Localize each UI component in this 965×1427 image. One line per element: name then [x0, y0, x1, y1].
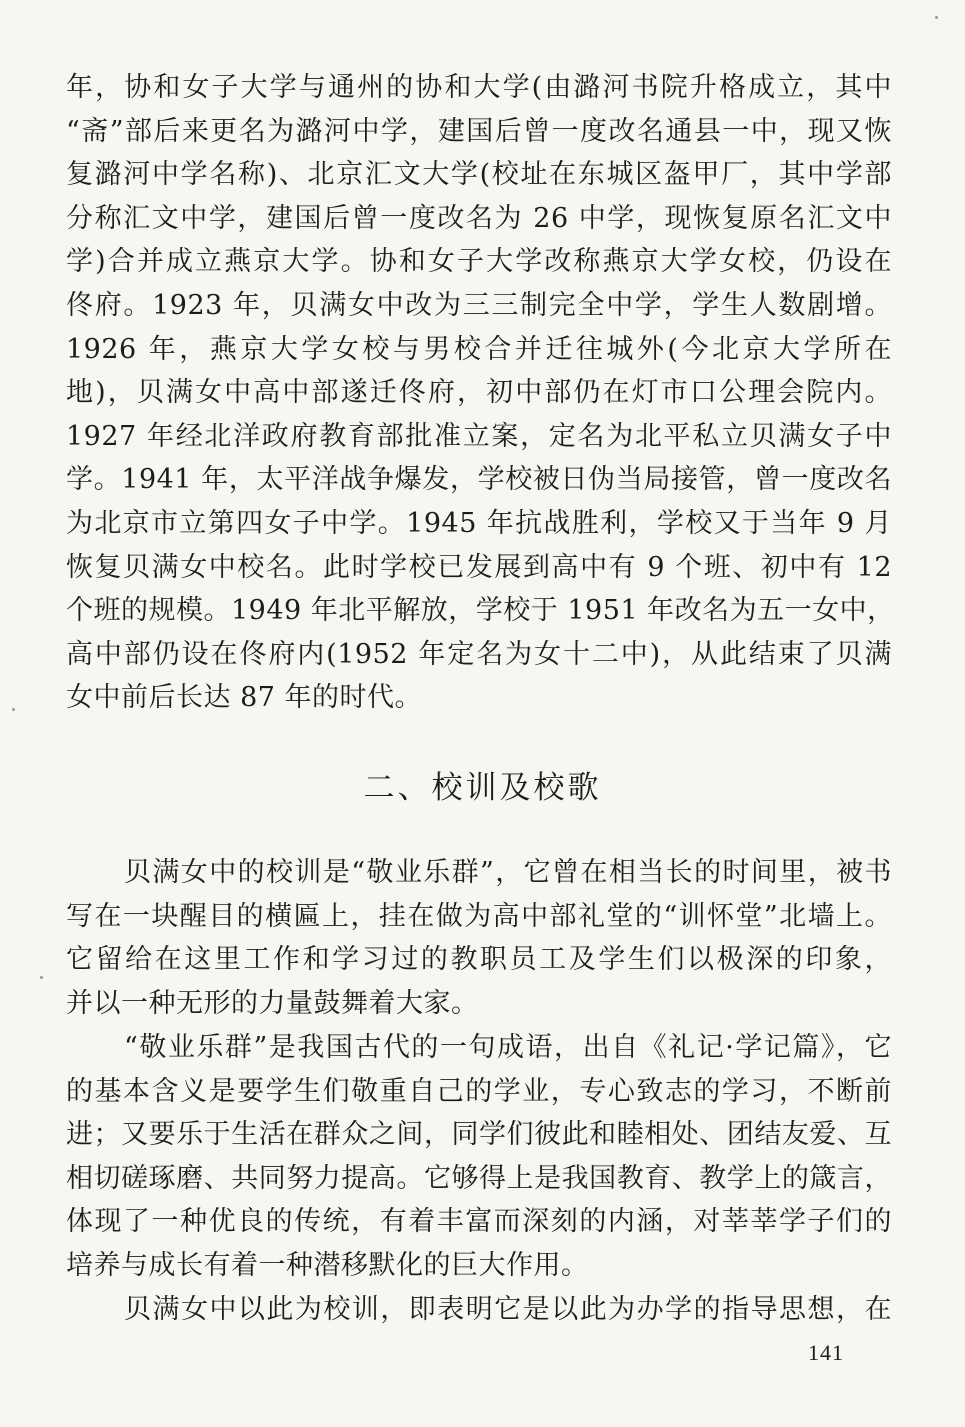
text-line: 个班的规模。1949 年北平解放，学校于 1951 年改名为五一女中， — [66, 595, 895, 627]
paragraph-guiding — [66, 1288, 892, 1332]
text-line: 佟府。1923 年，贝满女中改为三三制完全中学，学生人数剧增。 — [66, 289, 892, 321]
text-line: 写在一块醒目的横匾上，挂在做为高中部礼堂的“训怀堂”北墙上。 — [66, 900, 892, 932]
text-line: 它留给在这里工作和学习过的教职员工及学生们以极深的印象， — [66, 944, 892, 976]
text-line: 进；又要乐于生活在群众之间，同学们彼此和睦相处、团结友爱、互 — [66, 1119, 892, 1151]
paragraph-motto — [66, 851, 892, 1025]
scan-speck — [935, 16, 938, 19]
text-line: 学。1941 年，太平洋战争爆发，学校被日伪当局接管，曾一度改名 — [66, 464, 892, 496]
page-number: 141 — [808, 1340, 844, 1365]
text-line: 相切磋琢磨、共同努力提高。它够得上是我国教育、教学上的箴言， — [66, 1162, 892, 1194]
paragraph-top — [66, 66, 895, 720]
text-line: 培养与成长有着一种潜移默化的巨大作用。 — [66, 1249, 589, 1281]
text-line: 1926 年，燕京大学女校与男校合并迁往城外(今北京大学所在 — [66, 333, 892, 365]
section-heading: 二、校训及校歌 — [363, 770, 602, 806]
text-line: 贝满女中的校训是“敬业乐群”，它曾在相当长的时间里，被书 — [124, 857, 892, 888]
text-line: 复潞河中学名称)、北京汇文大学(校址在东城区盔甲厂，其中学部 — [66, 159, 892, 191]
text-line: “斋”部后来更名为潞河中学，建国后曾一度改名通县一中，现又恢 — [66, 115, 892, 147]
text-line: 并以一种无形的力量鼓舞着大家。 — [66, 987, 479, 1019]
paragraph-meaning — [66, 1026, 892, 1288]
text-line: 的基本含义是要学生们敬重自己的学业，专心致志的学习，不断前 — [66, 1075, 892, 1107]
text-line: 女中前后长达 87 年的时代。 — [66, 682, 423, 714]
text-line: 高中部仍设在佟府内(1952 年定名为女十二中)，从此结束了贝满 — [66, 638, 892, 670]
text-line: 地)，贝满女中高中部遂迁佟府，初中部仍在灯市口公理会院内。 — [66, 377, 892, 409]
scan-speck — [40, 976, 43, 979]
text-line: 贝满女中以此为校训，即表明它是以此为办学的指导思想，在 — [124, 1294, 892, 1325]
text-line: 体现了一种优良的传统，有着丰富而深刻的内涵，对莘莘学子们的 — [66, 1206, 892, 1238]
text-line: 分称汇文中学，建国后曾一度改名为 26 中学，现恢复原名汇文中 — [66, 202, 892, 234]
text-line: “敬业乐群”是我国古代的一句成语，出自《礼记·学记篇》，它 — [124, 1032, 892, 1063]
text-line: 学)合并成立燕京大学。协和女子大学改称燕京大学女校，仍设在 — [66, 246, 892, 278]
text-line: 年，协和女子大学与通州的协和大学(由潞河书院升格成立，其中 — [66, 72, 892, 103]
text-line: 为北京市立第四女子中学。1945 年抗战胜利，学校又于当年 9 月 — [66, 507, 892, 539]
scan-speck — [12, 708, 15, 711]
text-line: 恢复贝满女中校名。此时学校已发展到高中有 9 个班、初中有 12 — [66, 551, 892, 583]
text-line: 1927 年经北洋政府教育部批准立案，定名为北平私立贝满女子中 — [66, 420, 892, 452]
